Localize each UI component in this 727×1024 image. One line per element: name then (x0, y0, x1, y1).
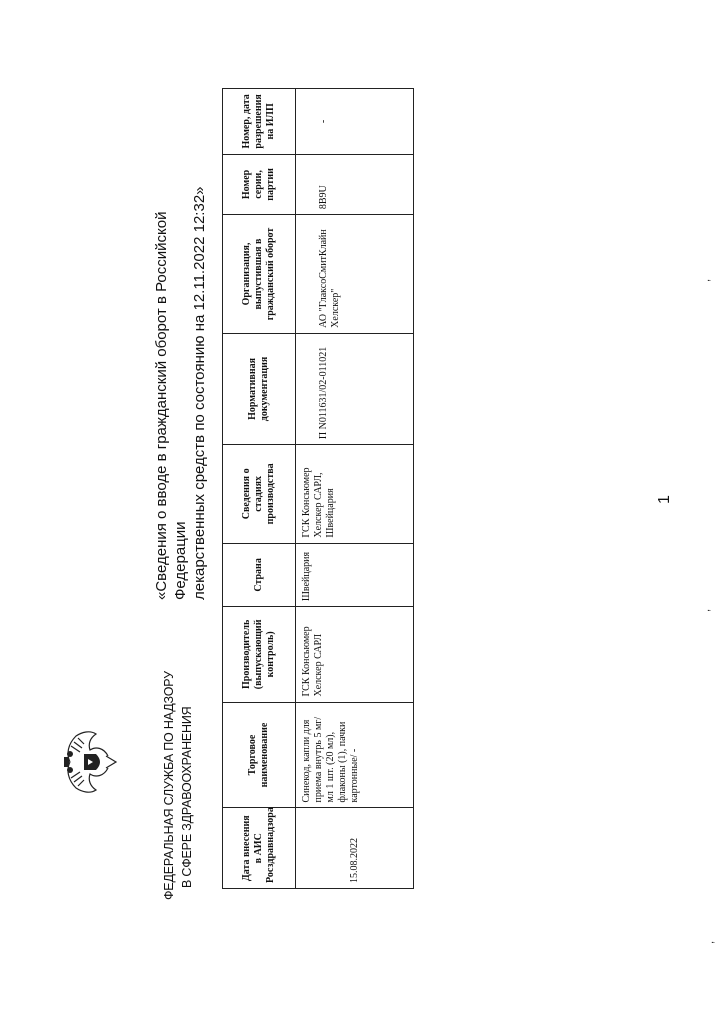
cell-organization: АО "ГлаксоСмитКлайн Хелскер" (296, 215, 414, 334)
cell-normative-doc: П N011631/02-011021 (296, 333, 414, 444)
header-trade-name: Торговое наименование (223, 702, 296, 808)
coat-of-arms-emblem (62, 726, 118, 798)
registry-table (222, 88, 414, 889)
header-normative-doc: Нормативная документация (223, 333, 296, 444)
cell-batch: 8B9U (296, 154, 414, 214)
header-batch: Номер серии, партии (223, 154, 296, 214)
cell-manufacturer: ГСК Консьюмер Хелскер САРЛ (296, 607, 414, 702)
header-stages: Сведения о стадиях производства (223, 445, 296, 544)
document-title-line1: «Сведения о вводе в гражданский оборот в Российской Федерации (153, 211, 189, 600)
agency-name-line2: В СФЕРЕ ЗДРАВООХРАНЕНИЯ (180, 706, 194, 888)
table-row (296, 89, 414, 889)
document-title-line2: лекарственных средств по состоянию на 12.11.2022 12:32» (191, 186, 208, 600)
header-date: Дата внесения в АИС Росздравнадзора (223, 808, 296, 889)
cell-date: 15.08.2022 (296, 808, 414, 889)
agency-name-line1: ФЕДЕРАЛЬНАЯ СЛУЖБА ПО НАДЗОРУ (162, 671, 176, 900)
scan-speck: , (700, 608, 712, 612)
cell-country: Швейцария (296, 543, 414, 607)
cell-stages: ГСК Консьюмер Хелскер САРЛ, Швейцария (296, 445, 414, 544)
header-manufacturer: Производитель (выпускающий контроль) (223, 607, 296, 702)
cell-permit: - (296, 89, 414, 155)
table-header-row (223, 89, 296, 889)
cell-trade-name: Синекод, капли для приема внутрь 5 мг/мл 1 шт. (20 мл), флаконы (1), пачки картонные/ - (296, 702, 414, 808)
header-organization: Организация, выпустившая в гражданский оборот (223, 215, 296, 334)
agency-name (160, 640, 196, 900)
document-title (152, 180, 209, 600)
page-number: 1 (656, 495, 673, 504)
scan-speck: , (704, 940, 716, 944)
scan-speck: , (700, 278, 712, 282)
header-permit: Номер, дата разрешения на ИЛП (223, 89, 296, 155)
header-country: Страна (223, 543, 296, 607)
